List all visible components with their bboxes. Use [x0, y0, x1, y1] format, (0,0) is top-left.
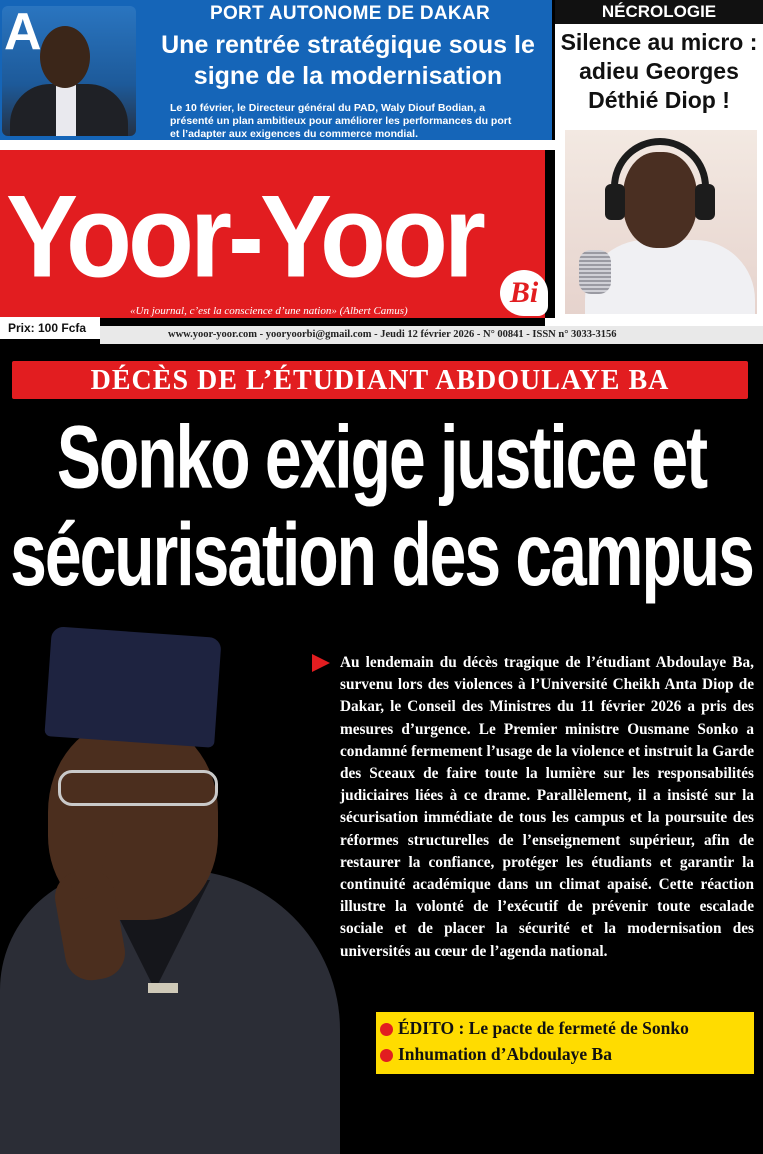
- promo-summary: Le 10 février, le Directeur général du PAD, Waly Diouf Bodian, a présenté un plan ambitieux pour améliorer les performances du port et l’adapter aux exigences du commerce mondial.: [170, 102, 512, 140]
- teaser-item[interactable]: [380, 1016, 754, 1042]
- lead-kicker: DÉCÈS DE L’ÉTUDIANT ABDOULAYE BA: [90, 365, 670, 396]
- price-label: Prix: 100 Fcfa: [8, 321, 87, 335]
- masthead-bi-text: Bi: [509, 276, 539, 309]
- microphone-icon: [579, 250, 611, 294]
- masthead-title[interactable]: Yoor-Yoor: [6, 170, 482, 302]
- headphone-ear-left: [605, 184, 625, 220]
- teaser-label: Inhumation d’Abdoulaye Ba: [398, 1044, 612, 1065]
- promo-logo: A: [4, 3, 40, 61]
- necrologie-photo: [565, 130, 757, 314]
- necrologie-box[interactable]: [555, 0, 763, 320]
- lead-body: Au lendemain du décès tragique de l’étudiant Abdoulaye Ba, survenu lors des violences à l’Université Cheikh Anta Diop de Dakar, le Conseil des Ministres du 11 février 2026 a pris des mesures d’urgence. Le Premier ministre Ousmane Sonko a condamné fermement l’usage de la violence et instruit la Garde des Sceaux de faire toute la lumière sur les responsabilités judiciaires liées à ce drame. Parallèlement, il a insisté sur la sécurisation immédiate de tous les campus et la poursuite des réformes structurelles de l’enseignement supérieur, afin de restaurer la confiance, protéger les étudiants et garantir la continuité académique dans un climat apaisé. Cette réaction illustre la volonté de l’exécutif de prévenir toute escalade sociale et de placer la sécurité et la modernisation des universités au cœur de l’agenda national.: [340, 654, 754, 960]
- arrow-icon: [312, 654, 330, 672]
- promo-person-head: [40, 26, 90, 88]
- publication-info: www.yoor-yoor.com - yooryoorbi@gmail.com - Jeudi 12 février 2026 - N° 00841 - ISSN n° 3033-3156: [168, 329, 617, 340]
- headphone-ear-right: [695, 184, 715, 220]
- lead-photo: [0, 620, 360, 1154]
- promo-kicker: PORT AUTONOME DE DAKAR: [210, 3, 490, 24]
- lead-headline[interactable]: Sonko exige justice et sécurisation des campus: [10, 406, 753, 604]
- necrologie-kicker: NÉCROLOGIE: [555, 0, 763, 24]
- necrologie-headline[interactable]: Silence au micro : adieu Georges Déthié Diop !: [560, 29, 758, 113]
- masthead-quote: «Un journal, c’est la conscience d’une nation» (Albert Camus): [130, 305, 408, 317]
- photo-cap: [44, 626, 221, 748]
- lapel-pin: [148, 983, 178, 993]
- promo-headline[interactable]: Une rentrée stratégique sous le signe de la modernisation: [161, 31, 535, 90]
- divider: [545, 318, 763, 326]
- bullet-icon: [380, 1049, 393, 1062]
- bullet-icon: [380, 1023, 393, 1036]
- divider: [0, 140, 555, 150]
- teaser-item[interactable]: [380, 1042, 754, 1068]
- teaser-label: ÉDITO : Le pacte de fermeté de Sonko: [398, 1018, 689, 1039]
- promo-person-shirt: [56, 84, 76, 136]
- glasses-icon: [58, 770, 218, 806]
